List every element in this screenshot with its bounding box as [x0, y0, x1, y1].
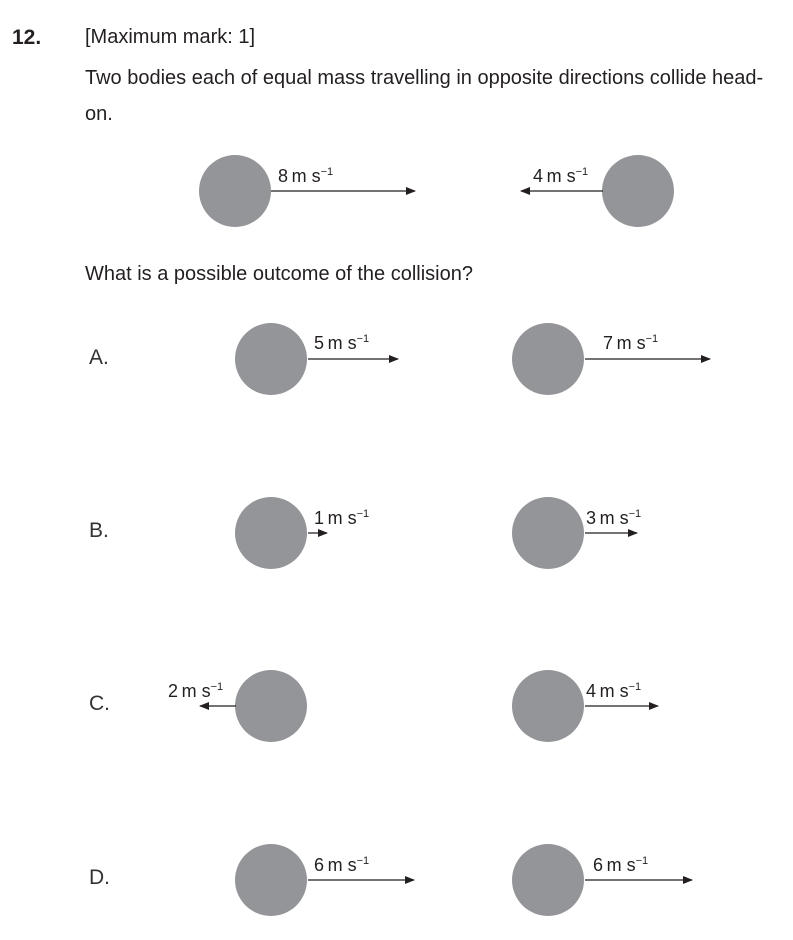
option-a-right-velocity-label: 7 m $s^{-1}$ [603, 333, 659, 353]
option-c-left-velocity-label: 2 m $s^{-1}$ [168, 681, 224, 701]
option-d-left-velocity-label: 6 m $s^{-1}$ [314, 855, 370, 875]
option-b-right-velocity-label: 3 m $s^{-1}$ [586, 508, 642, 528]
option-b-left-body [235, 497, 307, 569]
option-d-right-body [512, 844, 584, 916]
option-c-right-velocity-label: 4 m $s^{-1}$ [586, 681, 642, 701]
initial-right-body [602, 155, 674, 227]
option-d-right-velocity-label: 6 m $s^{-1}$ [593, 855, 649, 875]
initial-left-body [199, 155, 271, 227]
initial-left-velocity-label: 8 m $s^{-1}$ [278, 166, 334, 186]
option-b-right-body [512, 497, 584, 569]
option-c-right-body [512, 670, 584, 742]
maximum-mark: [Maximum mark: 1] [85, 26, 256, 48]
option-a-right-body [512, 323, 584, 395]
initial-right-velocity-label: 4 m $s^{-1}$ [533, 166, 589, 186]
option-c-left-body [235, 670, 307, 742]
option-b-letter[interactable]: B. [89, 519, 109, 542]
option-d-letter[interactable]: D. [89, 866, 110, 889]
option-c-letter[interactable]: C. [89, 692, 110, 715]
question-stem: Two bodies each of equal mass travelling in opposite directions collide head-on. [85, 67, 764, 125]
question-prompt: What is a possible outcome of the collision? [85, 263, 473, 285]
option-a-left-body [235, 323, 307, 395]
option-a-letter[interactable]: A. [89, 346, 109, 369]
question-number: 12. [12, 26, 42, 49]
option-b-left-velocity-label: 1 m $s^{-1}$ [314, 508, 370, 528]
option-a-left-velocity-label: 5 m $s^{-1}$ [314, 333, 370, 353]
option-d-left-body [235, 844, 307, 916]
